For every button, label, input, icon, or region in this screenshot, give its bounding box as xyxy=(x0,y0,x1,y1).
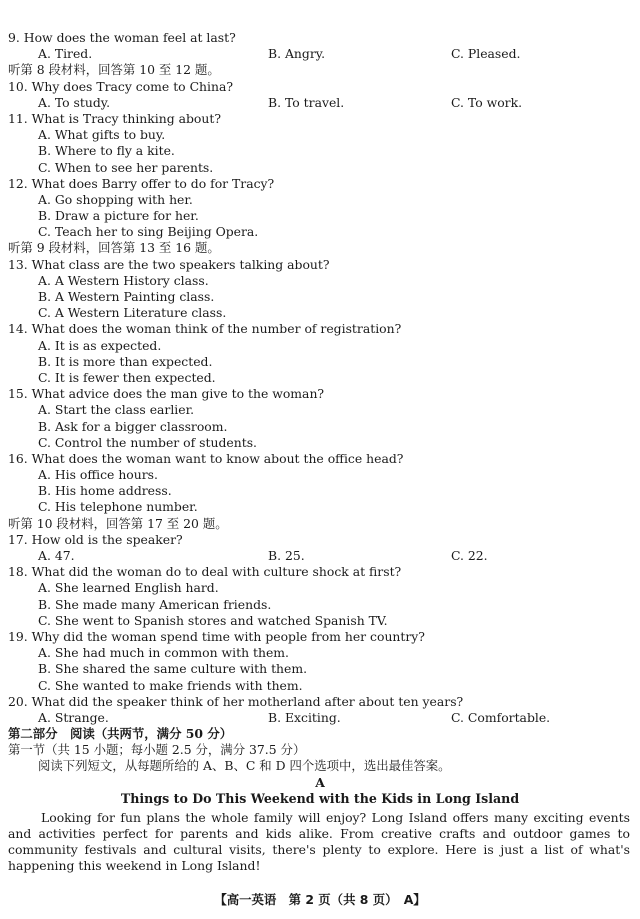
option-text: B. It is more than expected. xyxy=(38,353,213,369)
option-row xyxy=(0,710,640,726)
option-row xyxy=(0,95,640,111)
option-text: A. His office hours. xyxy=(38,467,158,483)
option-c: C. 22. xyxy=(451,548,488,563)
section-instruction: 听第 9 段材料，回答第 13 至 16 题。 xyxy=(8,240,220,256)
option-text: A. What gifts to buy. xyxy=(38,127,166,143)
option-c: C. Pleased. xyxy=(451,46,521,62)
option-row xyxy=(0,548,640,564)
option-c: C. Comfortable. xyxy=(451,709,551,725)
option-text: B. She made many American friends. xyxy=(38,596,272,612)
reading-instruction: 阅读下列短文，从每题所给的 A、B、C 和 D 四个选项中，选出最佳答案。 xyxy=(38,758,451,774)
option-text: B. Draw a picture for her. xyxy=(38,208,199,224)
option-a: A. Strange. xyxy=(38,709,109,725)
option-text: C. Teach her to sing Beijing Opera. xyxy=(38,224,259,240)
page-footer: 【高一英语 第 2 页（共 8 页） A】 xyxy=(214,892,426,907)
question-text: 18. What did the woman do to deal with culture shock at first? xyxy=(8,564,402,580)
option-text: B. His home address. xyxy=(38,483,172,499)
section-instruction: 听第 8 段材料，回答第 10 至 12 题。 xyxy=(8,62,220,78)
option-text: B. A Western Painting class. xyxy=(38,289,215,304)
option-c: C. To work. xyxy=(451,94,523,110)
section-instruction: 第一节（共 15 小题；每小题 2.5 分，满分 37.5 分） xyxy=(8,742,306,758)
option-text: C. When to see her parents. xyxy=(38,159,214,175)
section-instruction: 听第 10 段材料，回答第 17 至 20 题。 xyxy=(8,515,228,531)
question-text: 13. What class are the two speakers talking about? xyxy=(8,256,330,272)
part-heading: 第二部分 阅读（共两节，满分 50 分） xyxy=(8,726,233,742)
option-a: A. To study. xyxy=(38,94,111,110)
option-b: B. To travel. xyxy=(268,94,345,110)
reading-passage xyxy=(0,810,640,875)
option-text: C. It is fewer then expected. xyxy=(38,369,216,385)
option-text: A. She had much in common with them. xyxy=(38,645,289,661)
question-text: 12. What does Barry offer to do for Tracy? xyxy=(8,175,275,191)
option-text: C. She wanted to make friends with them. xyxy=(38,677,303,693)
question-text: 10. Why does Tracy come to China? xyxy=(8,78,234,94)
option-text: B. Where to fly a kite. xyxy=(38,143,175,159)
option-text: A. Go shopping with her. xyxy=(38,191,193,207)
option-row xyxy=(0,46,640,62)
question-text: 20. What did the speaker think of her motherland after about ten years? xyxy=(8,693,464,709)
passage-title: Things to Do This Weekend with the Kids in Long Island xyxy=(120,790,520,806)
question-text: 9. How does the woman feel at last? xyxy=(8,30,236,45)
option-a: A. Tired. xyxy=(38,46,93,62)
passage-text: Looking for fun plans the whole family will enjoy? Long Island offers many exciting events and activities perfect for parents and kids alike. From creative crafts and outdoor games to community festivals and cultural visits, there's plenty to explore. Here is just a list of what's happening this weekend in Long Island! xyxy=(8,809,630,874)
option-b: B. Angry. xyxy=(268,46,326,62)
option-b: B. Exciting. xyxy=(268,709,341,725)
option-text: A. She learned English hard. xyxy=(38,580,219,596)
option-a: A. 47. xyxy=(38,548,75,563)
option-text: A. Start the class earlier. xyxy=(38,402,195,418)
question-text: 15. What advice does the man give to the woman? xyxy=(8,386,325,402)
option-text: B. Ask for a bigger classroom. xyxy=(38,418,228,434)
question-list xyxy=(0,30,640,807)
option-text: C. Control the number of students. xyxy=(38,434,257,450)
option-text: C. A Western Literature class. xyxy=(38,305,227,321)
question-text: 17. How old is the speaker? xyxy=(8,531,183,547)
option-text: C. She went to Spanish stores and watched Spanish TV. xyxy=(38,612,388,628)
option-text: B. She shared the same culture with them. xyxy=(38,661,308,677)
question-text: 14. What does the woman think of the number of registration? xyxy=(8,321,402,337)
option-b: B. 25. xyxy=(268,548,305,563)
question-text: 19. Why did the woman spend time with people from her country? xyxy=(8,628,425,644)
question-text: 11. What is Tracy thinking about? xyxy=(8,110,221,126)
option-text: C. His telephone number. xyxy=(38,499,198,515)
option-text: A. A Western History class. xyxy=(38,272,209,288)
passage-letter: A xyxy=(315,774,325,790)
option-text: A. It is as expected. xyxy=(38,337,162,353)
question-text: 16. What does the woman want to know about the office head? xyxy=(8,450,404,466)
